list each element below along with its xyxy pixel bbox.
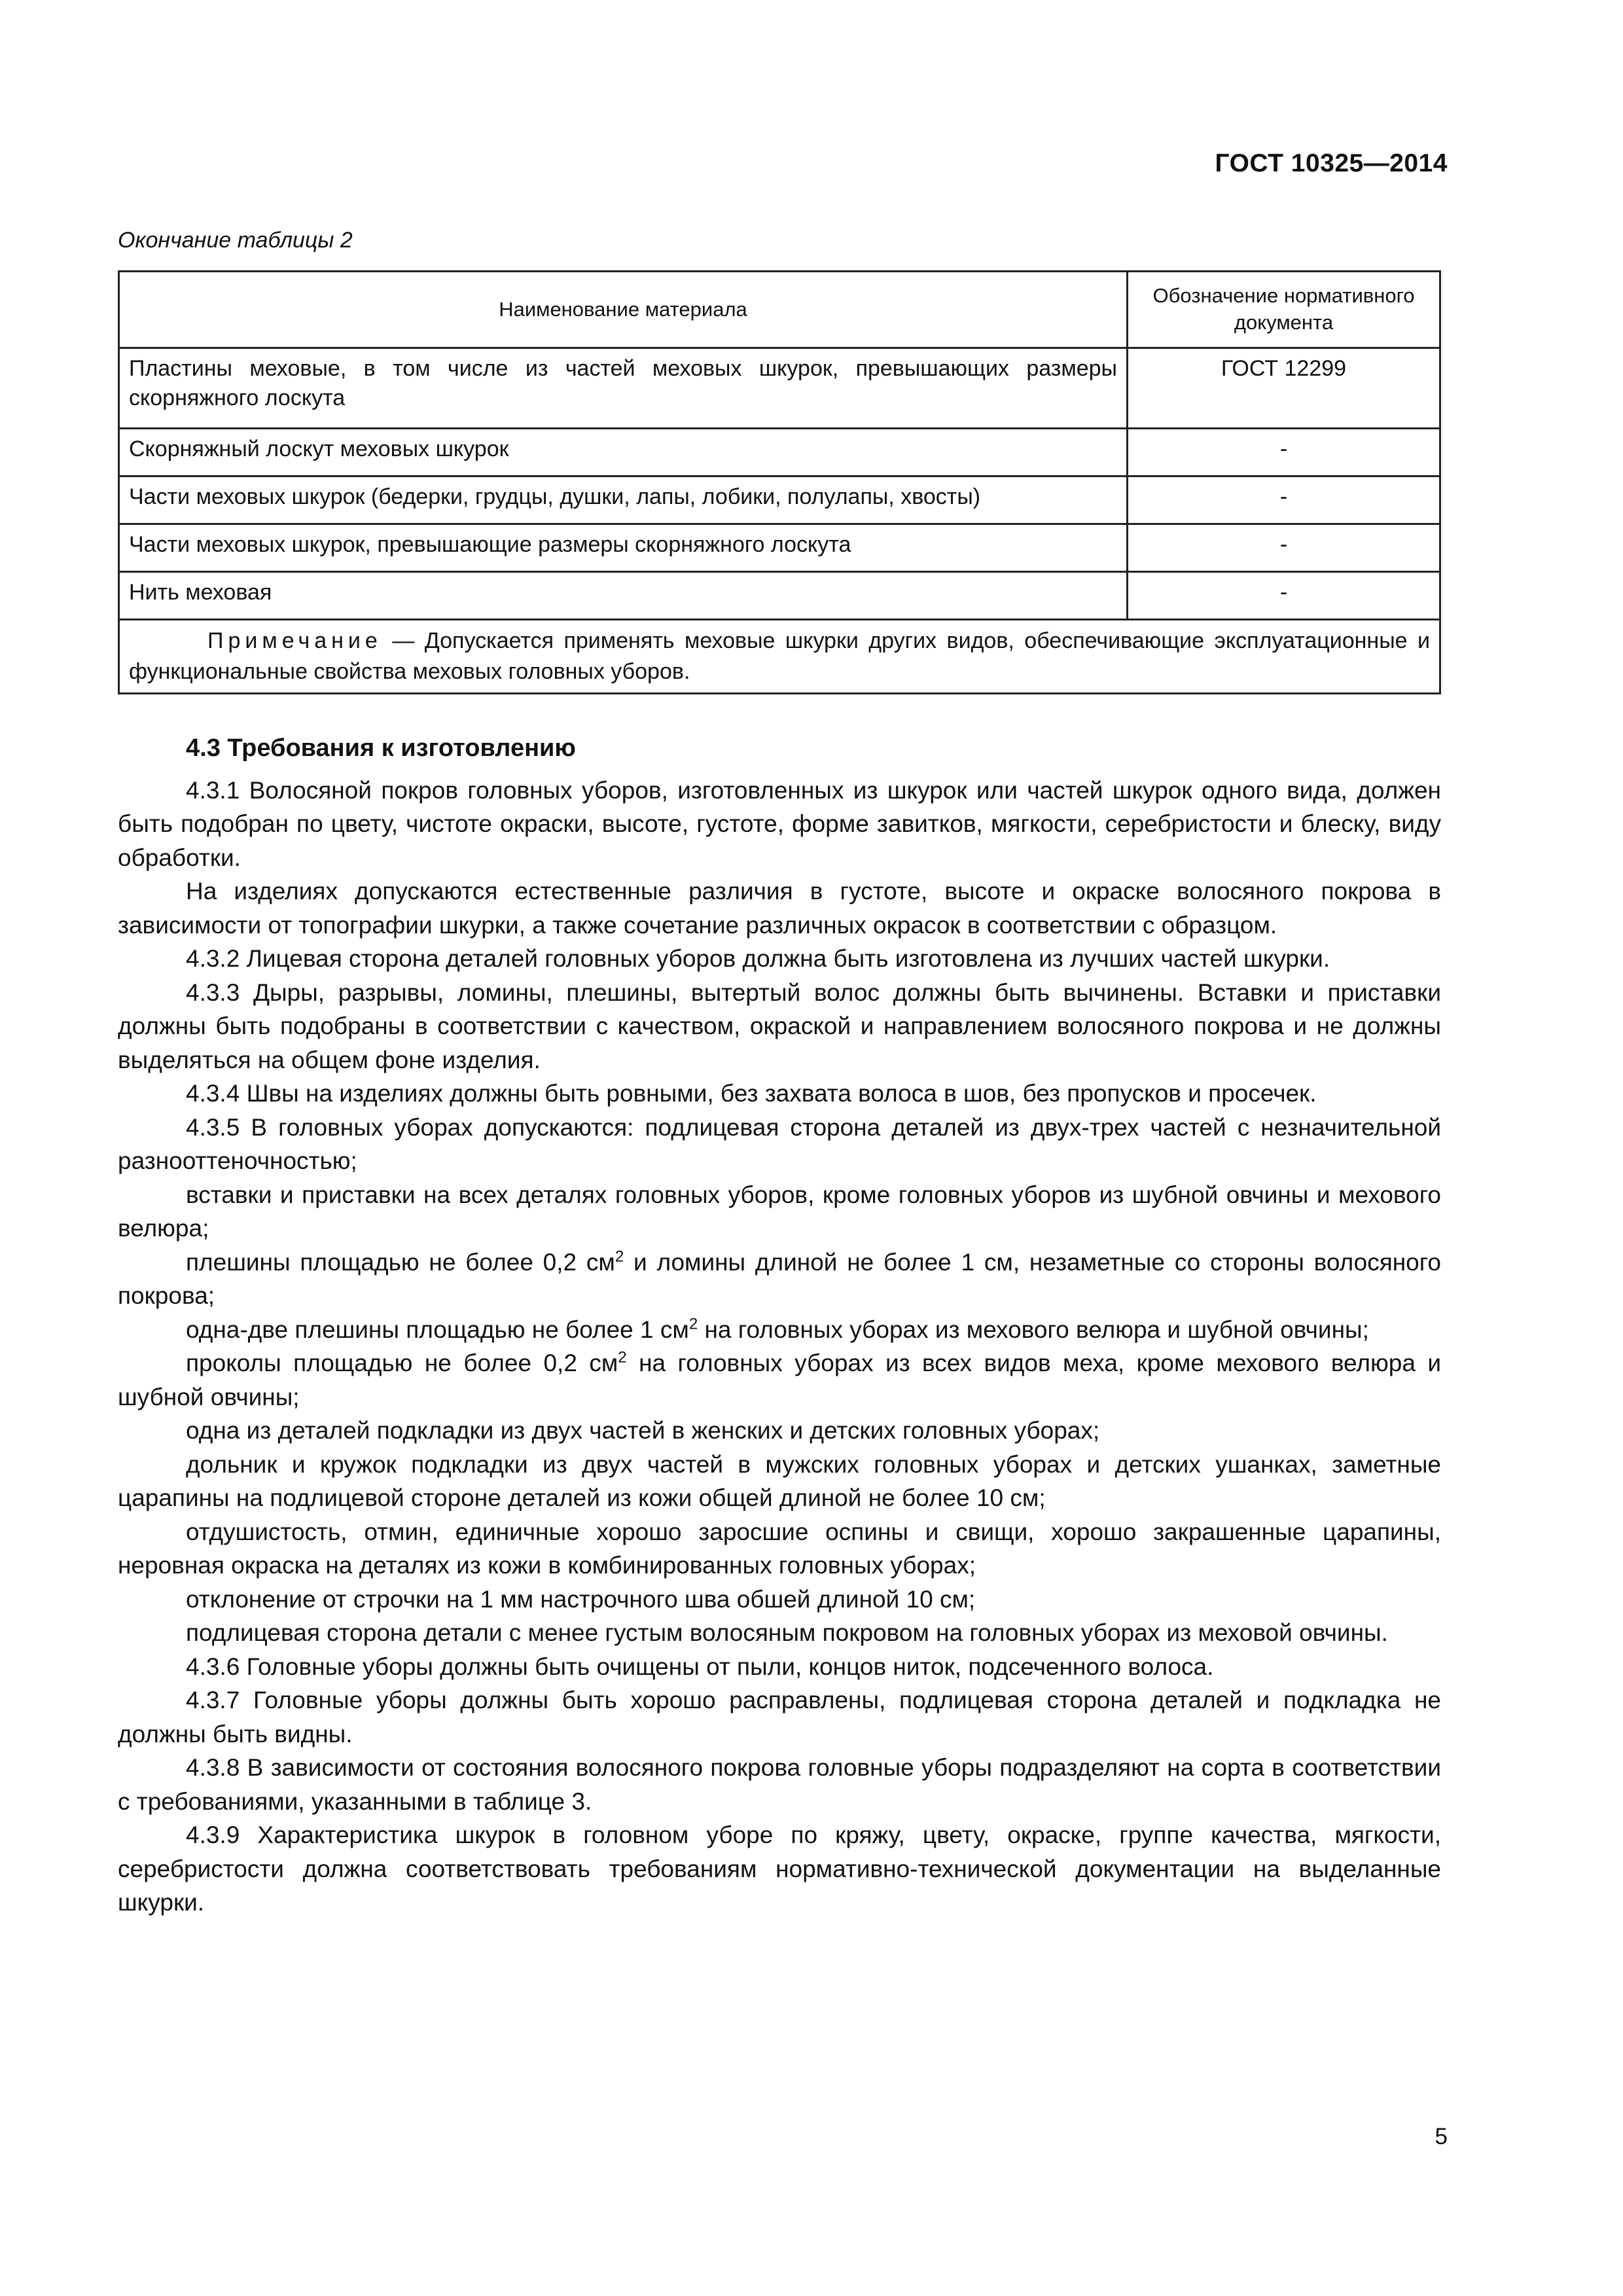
paragraph: 4.3.7 Головные уборы должны быть хорошо расправлены, подлицевая сторона деталей и подкладка не должны быть видны.	[118, 1687, 1441, 1748]
paragraph: 4.3.3 Дыры, разрывы, ломины, плешины, вытертый волос должны быть вычинены. Вставки и приставки должны быть подобраны в соответствии с качеством, окраской и направлением волосяного покрова и не должны выделяться на общем фоне изделия.	[118, 978, 1441, 1073]
material-name-cell: Части меховых шкурок (бедерки, грудцы, душки, лапы, лобики, полулапы, хвосты)	[119, 476, 1128, 524]
paragraph: 4.3.1 Волосяной покров головных уборов, изготовленных из шкурок или частей шкурок одного вида, должен быть подобран по цвету, чистоте окраски, высоте, густоте, форме завитков, мягкости, серебристости и блеску, виду обработки.	[118, 776, 1441, 871]
paragraph: На изделиях допускаются естественные различия в густоте, высоте и окраске волосяного покрова в зависимости от топографии шкурки, а также сочетание различных окрасок в соответствии с образцом.	[118, 878, 1441, 939]
table-row	[119, 429, 1440, 476]
paragraph	[118, 1313, 1441, 1347]
paragraph-text: плешины площадью не более 0,2 см	[186, 1248, 615, 1276]
material-name-cell: Скорняжный лоскут меховых шкурок	[119, 429, 1128, 476]
table-row	[119, 348, 1440, 429]
paragraph: 4.3.8 В зависимости от состояния волосяного покрова головные уборы подразделяют на сорта в соответствии с требованиями, указанными в таблице 3.	[118, 1754, 1441, 1815]
section-body	[118, 732, 1441, 1920]
paragraph: 4.3.5 В головных уборах допускаются: подлицевая сторона деталей из двух-трех частей с незначительной разнооттеночностью;	[118, 1113, 1441, 1174]
document-cell: -	[1128, 572, 1440, 620]
superscript: 2	[618, 1348, 627, 1367]
material-name-cell: Нить меховая	[119, 572, 1128, 620]
document-cell: ГОСТ 12299	[1128, 348, 1440, 429]
paragraph: 4.3.2 Лицевая сторона деталей головных уборов должна быть изготовлена из лучших частей шкурки.	[186, 945, 1330, 972]
document-cell: -	[1128, 524, 1440, 572]
paragraph: вставки и приставки на всех деталях головных уборов, кроме головных уборов из шубной овчины и мехового велюра;	[118, 1181, 1441, 1242]
document-code: ГОСТ 10325—2014	[1215, 149, 1448, 177]
table-note-row	[119, 620, 1440, 694]
section-title: 4.3 Требования к изготовлению	[186, 734, 576, 762]
note-label: Примечание	[207, 628, 382, 653]
superscript: 2	[688, 1315, 698, 1333]
table-row	[119, 572, 1440, 620]
paragraph: 4.3.6 Головные уборы должны быть очищены от пыли, концов ниток, подсеченного волоса.	[186, 1653, 1214, 1680]
paragraph: дольник и кружок подкладки из двух частей в мужских головных уборах и детских ушанках, заметные царапины на подлицевой стороне деталей из кожи общей длиной не более 10 см;	[118, 1450, 1441, 1511]
paragraph-text: проколы площадью не более 0,2 см	[186, 1350, 618, 1376]
paragraph-text: на головных уборах из всех видов меха, кроме мехового велюра и шубной овчины;	[118, 1350, 1442, 1410]
paragraph	[118, 1246, 1441, 1313]
note-text: — Допускается применять меховые шкурки других видов, обеспечивающие эксплуатационные и функциональные свойства меховых головных уборов.	[129, 628, 1430, 684]
paragraph-text: на головных уборах из мехового велюра и шубной овчины;	[698, 1316, 1369, 1343]
paragraph: одна из деталей подкладки из двух частей в женских и детских головных уборах;	[186, 1417, 1100, 1444]
material-name-cell: Части меховых шкурок, превышающие размеры скорняжного лоскута	[119, 524, 1128, 572]
paragraph: 4.3.4 Швы на изделиях должны быть ровными, без захвата волоса в шов, без пропусков и просечек.	[186, 1080, 1317, 1107]
paragraph: отдушистость, отмин, единичные хорошо заросшие оспины и свищи, хорошо закрашенные царапины, неровная окраска на деталях из кожи в комбинированных головных уборах;	[118, 1518, 1441, 1579]
table-row	[119, 524, 1440, 572]
document-cell: -	[1128, 429, 1440, 476]
table-row	[119, 476, 1440, 524]
paragraph	[118, 1346, 1441, 1414]
paragraph: подлицевая сторона детали с менее густым волосяным покровом на головных уборах из меховой овчины.	[186, 1619, 1388, 1646]
paragraph-text: и ломины длиной не более 1 см, незаметные со стороны волосяного покрова;	[118, 1248, 1441, 1309]
header-normative-document: Обозначение нормативного документа	[1128, 272, 1440, 348]
document-cell: -	[1128, 476, 1440, 524]
superscript: 2	[615, 1247, 624, 1266]
paragraph: отклонение от строчки на 1 мм настрочного шва обшей длиной 10 см;	[186, 1585, 976, 1613]
paragraph-text: одна-две плешины площадью не более 1 см	[186, 1316, 689, 1343]
page-number: 5	[1435, 2124, 1448, 2149]
table-header-row	[119, 272, 1440, 348]
header-material-name: Наименование материала	[119, 272, 1128, 348]
table-note	[119, 620, 1440, 694]
materials-table	[118, 270, 1441, 694]
paragraph: 4.3.9 Характеристика шкурок в головном уборе по кряжу, цвету, окраске, группе качества, мягкости, серебристости должна соответствовать требованиям нормативно-технической документации на выделанные шкурки.	[118, 1821, 1441, 1916]
material-name-cell: Пластины меховые, в том числе из частей меховых шкурок, превышающих размеры скорняжного лоскута	[119, 348, 1128, 429]
table-caption: Окончание таблицы 2	[118, 228, 353, 253]
